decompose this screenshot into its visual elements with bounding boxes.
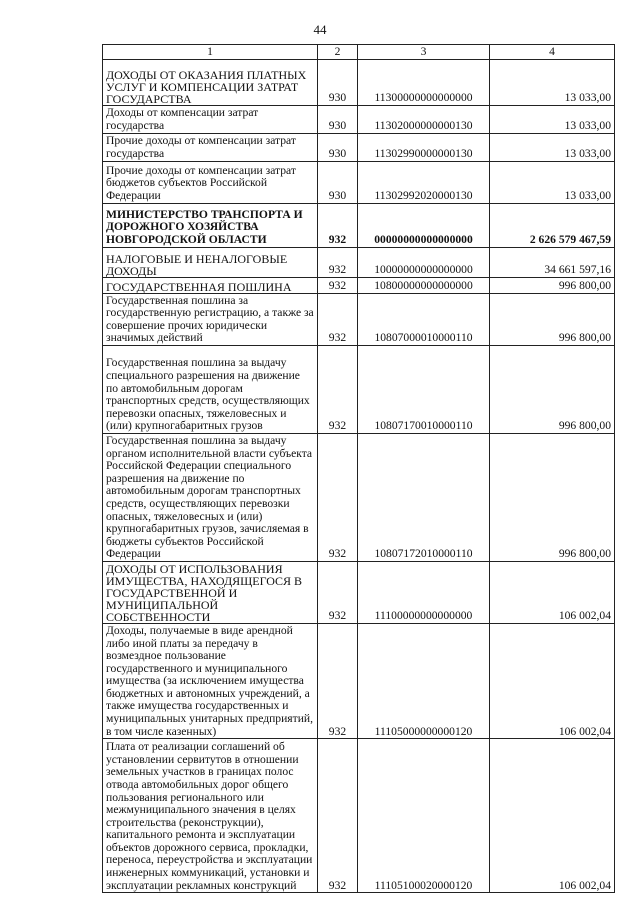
row-name-cell: Государственная пошлина за выдачу специального разрешения на движение по автомобильным дорогам транспортных средств, осуществляющих перевозки опасных, тяжеловесных и (или) крупногабаритных грузов [103,345,318,433]
table-row [103,105,615,133]
column-header-sum: 4 [490,45,615,60]
column-header-code: 2 [318,45,358,60]
row-name-cell: ГОСУДАРСТВЕННАЯ ПОШЛИНА [103,277,318,293]
row-name-cell: Доходы, получаемые в виде арендной либо иной платы за передачу в возмездное пользование государственного и муниципального имущества (за исключением имущества бюджетных и автономных учреждений, а также имущества государственных и муниципальных унитарных предприятий, в том числе казенных) [103,623,318,738]
row-name-cell: Прочие доходы от компенсации затрат государства [103,133,318,161]
row-sum-cell: 996 800,00 [490,345,615,433]
column-header-kbk: 3 [358,45,490,60]
row-code-cell: 930 [318,133,358,161]
row-code-cell: 932 [318,277,358,293]
table-row [103,623,615,738]
row-sum-cell: 996 800,00 [490,433,615,561]
table-row [103,203,615,247]
row-code-cell: 932 [318,433,358,561]
row-code-cell: 932 [318,203,358,247]
row-code-cell: 930 [318,161,358,203]
row-name-cell: Плата от реализации соглашений об установлении сервитутов в отношении земельных участков в границах полос отвода автомобильных дорог общего пользования регионального или межмуниципального значения в целях строительства (реконструкции), капитального ремонта и эксплуатации объектов дорожного сервиса, прокладки, переноса, переустройства и эксплуатации инженерных коммуникаций, установки и эксплуатации рекламных конструкций [103,739,318,893]
table-row [103,161,615,203]
page-number: 44 [313,22,327,37]
row-name-cell: ДОХОДЫ ОТ ОКАЗАНИЯ ПЛАТНЫХ УСЛУГ И КОМПЕНСАЦИИ ЗАТРАТ ГОСУДАРСТВА [103,59,318,105]
table-row [103,345,615,433]
row-kbk-cell: 10800000000000000 [358,277,490,293]
row-name-cell: Прочие доходы от компенсации затрат бюджетов субъектов Российской Федерации [103,161,318,203]
row-code-cell: 932 [318,247,358,277]
row-kbk-cell: 11302000000000130 [358,105,490,133]
table-row [103,561,615,623]
row-sum-cell: 996 800,00 [490,277,615,293]
row-kbk-cell: 11105100020000120 [358,739,490,893]
row-kbk-cell: 11302992020000130 [358,161,490,203]
row-kbk-cell: 11105000000000120 [358,623,490,738]
row-code-cell: 932 [318,739,358,893]
row-name-cell: МИНИСТЕРСТВО ТРАНСПОРТА И ДОРОЖНОГО ХОЗЯЙСТВА НОВГОРОДСКОЙ ОБЛАСТИ [103,203,318,247]
row-kbk-cell: 11302990000000130 [358,133,490,161]
row-name-cell: Государственная пошлина за выдачу органом исполнительной власти субъекта Российской Федерации специального разрешения на движение по автомобильным дорогам транспортных средств, осуществляющих перевозки опасных, тяжеловесных и (или) крупногабаритных грузов, зачисляемая в бюджеты субъектов Российской Федерации [103,433,318,561]
row-kbk-cell: 00000000000000000 [358,203,490,247]
row-code-cell: 932 [318,561,358,623]
row-name-cell: ДОХОДЫ ОТ ИСПОЛЬЗОВАНИЯ ИМУЩЕСТВА, НАХОДЯЩЕГОСЯ В ГОСУДАРСТВЕННОЙ И МУНИЦИПАЛЬНОЙ СОБСТВЕННОСТИ [103,561,318,623]
table-row [103,247,615,277]
column-header-name: 1 [103,45,318,60]
row-code-cell: 930 [318,59,358,105]
table-row [103,293,615,345]
row-name-cell: Государственная пошлина за государственную регистрацию, а также за совершение прочих юридически значимых действий [103,293,318,345]
row-kbk-cell: 10807000010000110 [358,293,490,345]
row-sum-cell: 106 002,04 [490,561,615,623]
table-row [103,739,615,893]
row-sum-cell: 13 033,00 [490,105,615,133]
row-code-cell: 930 [318,105,358,133]
row-sum-cell: 106 002,04 [490,739,615,893]
row-code-cell: 932 [318,623,358,738]
row-sum-cell: 13 033,00 [490,59,615,105]
row-kbk-cell: 10807170010000110 [358,345,490,433]
revenue-table [102,44,615,893]
row-code-cell: 932 [318,345,358,433]
table-row [103,277,615,293]
row-kbk-cell: 11300000000000000 [358,59,490,105]
row-code-cell: 932 [318,293,358,345]
row-sum-cell: 13 033,00 [490,133,615,161]
row-sum-cell: 2 626 579 467,59 [490,203,615,247]
row-sum-cell: 13 033,00 [490,161,615,203]
row-name-cell: НАЛОГОВЫЕ И НЕНАЛОГОВЫЕ ДОХОДЫ [103,247,318,277]
row-kbk-cell: 11100000000000000 [358,561,490,623]
row-kbk-cell: 10807172010000110 [358,433,490,561]
table-row [103,59,615,105]
row-sum-cell: 34 661 597,16 [490,247,615,277]
table-row [103,133,615,161]
row-sum-cell: 996 800,00 [490,293,615,345]
row-kbk-cell: 10000000000000000 [358,247,490,277]
row-sum-cell: 106 002,04 [490,623,615,738]
column-header-row [103,45,615,60]
row-name-cell: Доходы от компенсации затрат государства [103,105,318,133]
table-row [103,433,615,561]
